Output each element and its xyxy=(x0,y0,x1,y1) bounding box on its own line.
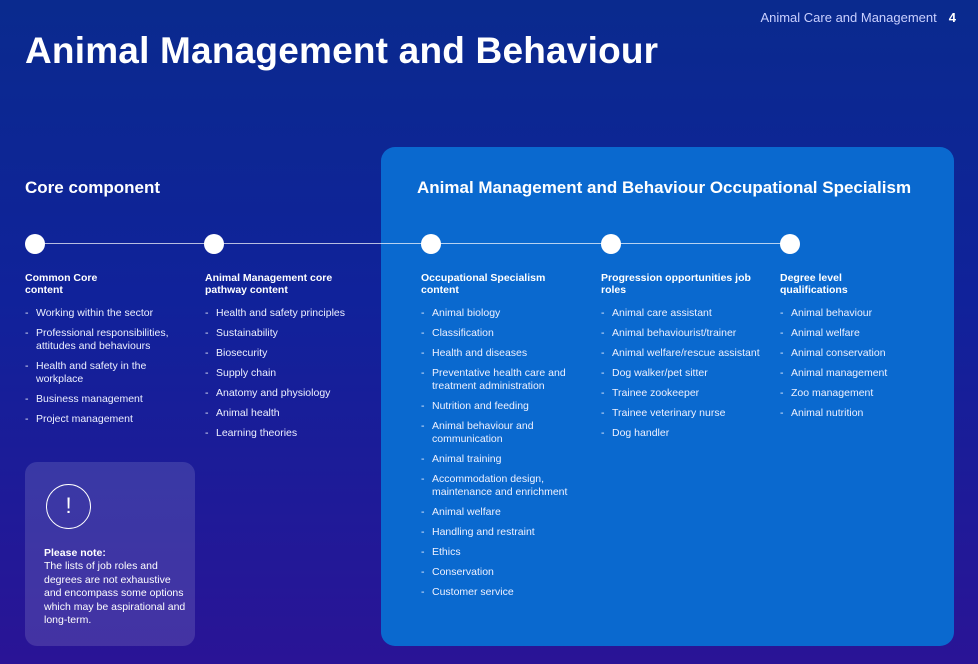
list-item: - Anatomy and physiology xyxy=(205,387,375,400)
list-item: - Dog walker/pet sitter xyxy=(601,367,773,380)
list-item: - Animal health xyxy=(205,407,375,420)
column-common-core xyxy=(25,272,185,433)
column-heading: Occupational Specialism content xyxy=(421,272,546,296)
list-item: - Business management xyxy=(25,393,185,406)
timeline-dot-specialism xyxy=(421,234,441,254)
column-heading: Common Core content xyxy=(25,272,98,296)
core-component-heading: Core component xyxy=(25,178,161,197)
specialism-heading: Animal Management and Behaviour Occupational Specialism xyxy=(417,178,912,197)
timeline-dot-pathway xyxy=(204,234,224,254)
column-heading: Degree level qualifications xyxy=(780,272,848,296)
list-item: - Animal conservation xyxy=(780,347,940,360)
list-item: - Preventative health care and treatment administration xyxy=(421,367,586,393)
list-item: - Ethics xyxy=(421,546,586,559)
content-list xyxy=(780,307,940,420)
note-text: The lists of job roles and degrees are not exhaustive and encompass some options which may be aspirational and long-term. xyxy=(44,560,186,626)
content-list xyxy=(601,307,773,440)
list-item: - Animal behaviour xyxy=(780,307,940,320)
list-item: - Animal behaviour and communication xyxy=(421,420,586,446)
list-item: - Animal welfare/rescue assistant xyxy=(601,347,773,360)
content-list xyxy=(421,307,586,599)
content-list xyxy=(25,307,185,426)
column-degree xyxy=(780,272,940,427)
page-title: Animal Management and Behaviour xyxy=(25,30,659,71)
note-title: Please note: xyxy=(44,547,106,559)
timeline-dot-common-core xyxy=(25,234,45,254)
list-item: - Animal welfare xyxy=(421,506,586,519)
column-progression xyxy=(601,272,773,447)
list-item: - Health and diseases xyxy=(421,347,586,360)
list-item: - Trainee zookeeper xyxy=(601,387,773,400)
list-item: - Biosecurity xyxy=(205,347,375,360)
list-item: - Professional responsibilities, attitudes and behaviours xyxy=(25,327,185,353)
header-meta xyxy=(760,10,956,25)
column-heading: Progression opportunities job roles xyxy=(601,272,751,296)
list-item: - Trainee veterinary nurse xyxy=(601,407,773,420)
list-item: - Sustainability xyxy=(205,327,375,340)
list-item: - Nutrition and feeding xyxy=(421,400,586,413)
list-item: - Learning theories xyxy=(205,427,375,440)
timeline-dot-degree xyxy=(780,234,800,254)
column-heading: Animal Management core pathway content xyxy=(205,272,333,296)
list-item: - Animal management xyxy=(780,367,940,380)
list-item: - Animal care assistant xyxy=(601,307,773,320)
list-item: - Animal biology xyxy=(421,307,586,320)
list-item: - Working within the sector xyxy=(25,307,185,320)
please-note-box xyxy=(25,462,195,646)
column-pathway xyxy=(205,272,375,447)
exclamation-circle-icon: ! xyxy=(46,484,91,529)
page-number: 4 xyxy=(948,10,956,25)
list-item: - Animal nutrition xyxy=(780,407,940,420)
list-item: - Accommodation design, maintenance and enrichment xyxy=(421,473,586,499)
list-item: - Health and safety principles xyxy=(205,307,375,320)
list-item: - Handling and restraint xyxy=(421,526,586,539)
list-item: - Customer service xyxy=(421,586,586,599)
list-item: - Project management xyxy=(25,413,185,426)
list-item: - Dog handler xyxy=(601,427,773,440)
section-name: Animal Care and Management xyxy=(760,10,937,25)
list-item: - Animal welfare xyxy=(780,327,940,340)
list-item: - Conservation xyxy=(421,566,586,579)
column-specialism xyxy=(421,272,586,606)
list-item: - Zoo management xyxy=(780,387,940,400)
list-item: - Health and safety in the workplace xyxy=(25,360,185,386)
list-item: - Classification xyxy=(421,327,586,340)
timeline-dot-progression xyxy=(601,234,621,254)
timeline-line xyxy=(35,243,790,244)
list-item: - Supply chain xyxy=(205,367,375,380)
list-item: - Animal training xyxy=(421,453,586,466)
list-item: - Animal behaviourist/trainer xyxy=(601,327,773,340)
content-list xyxy=(205,307,375,440)
